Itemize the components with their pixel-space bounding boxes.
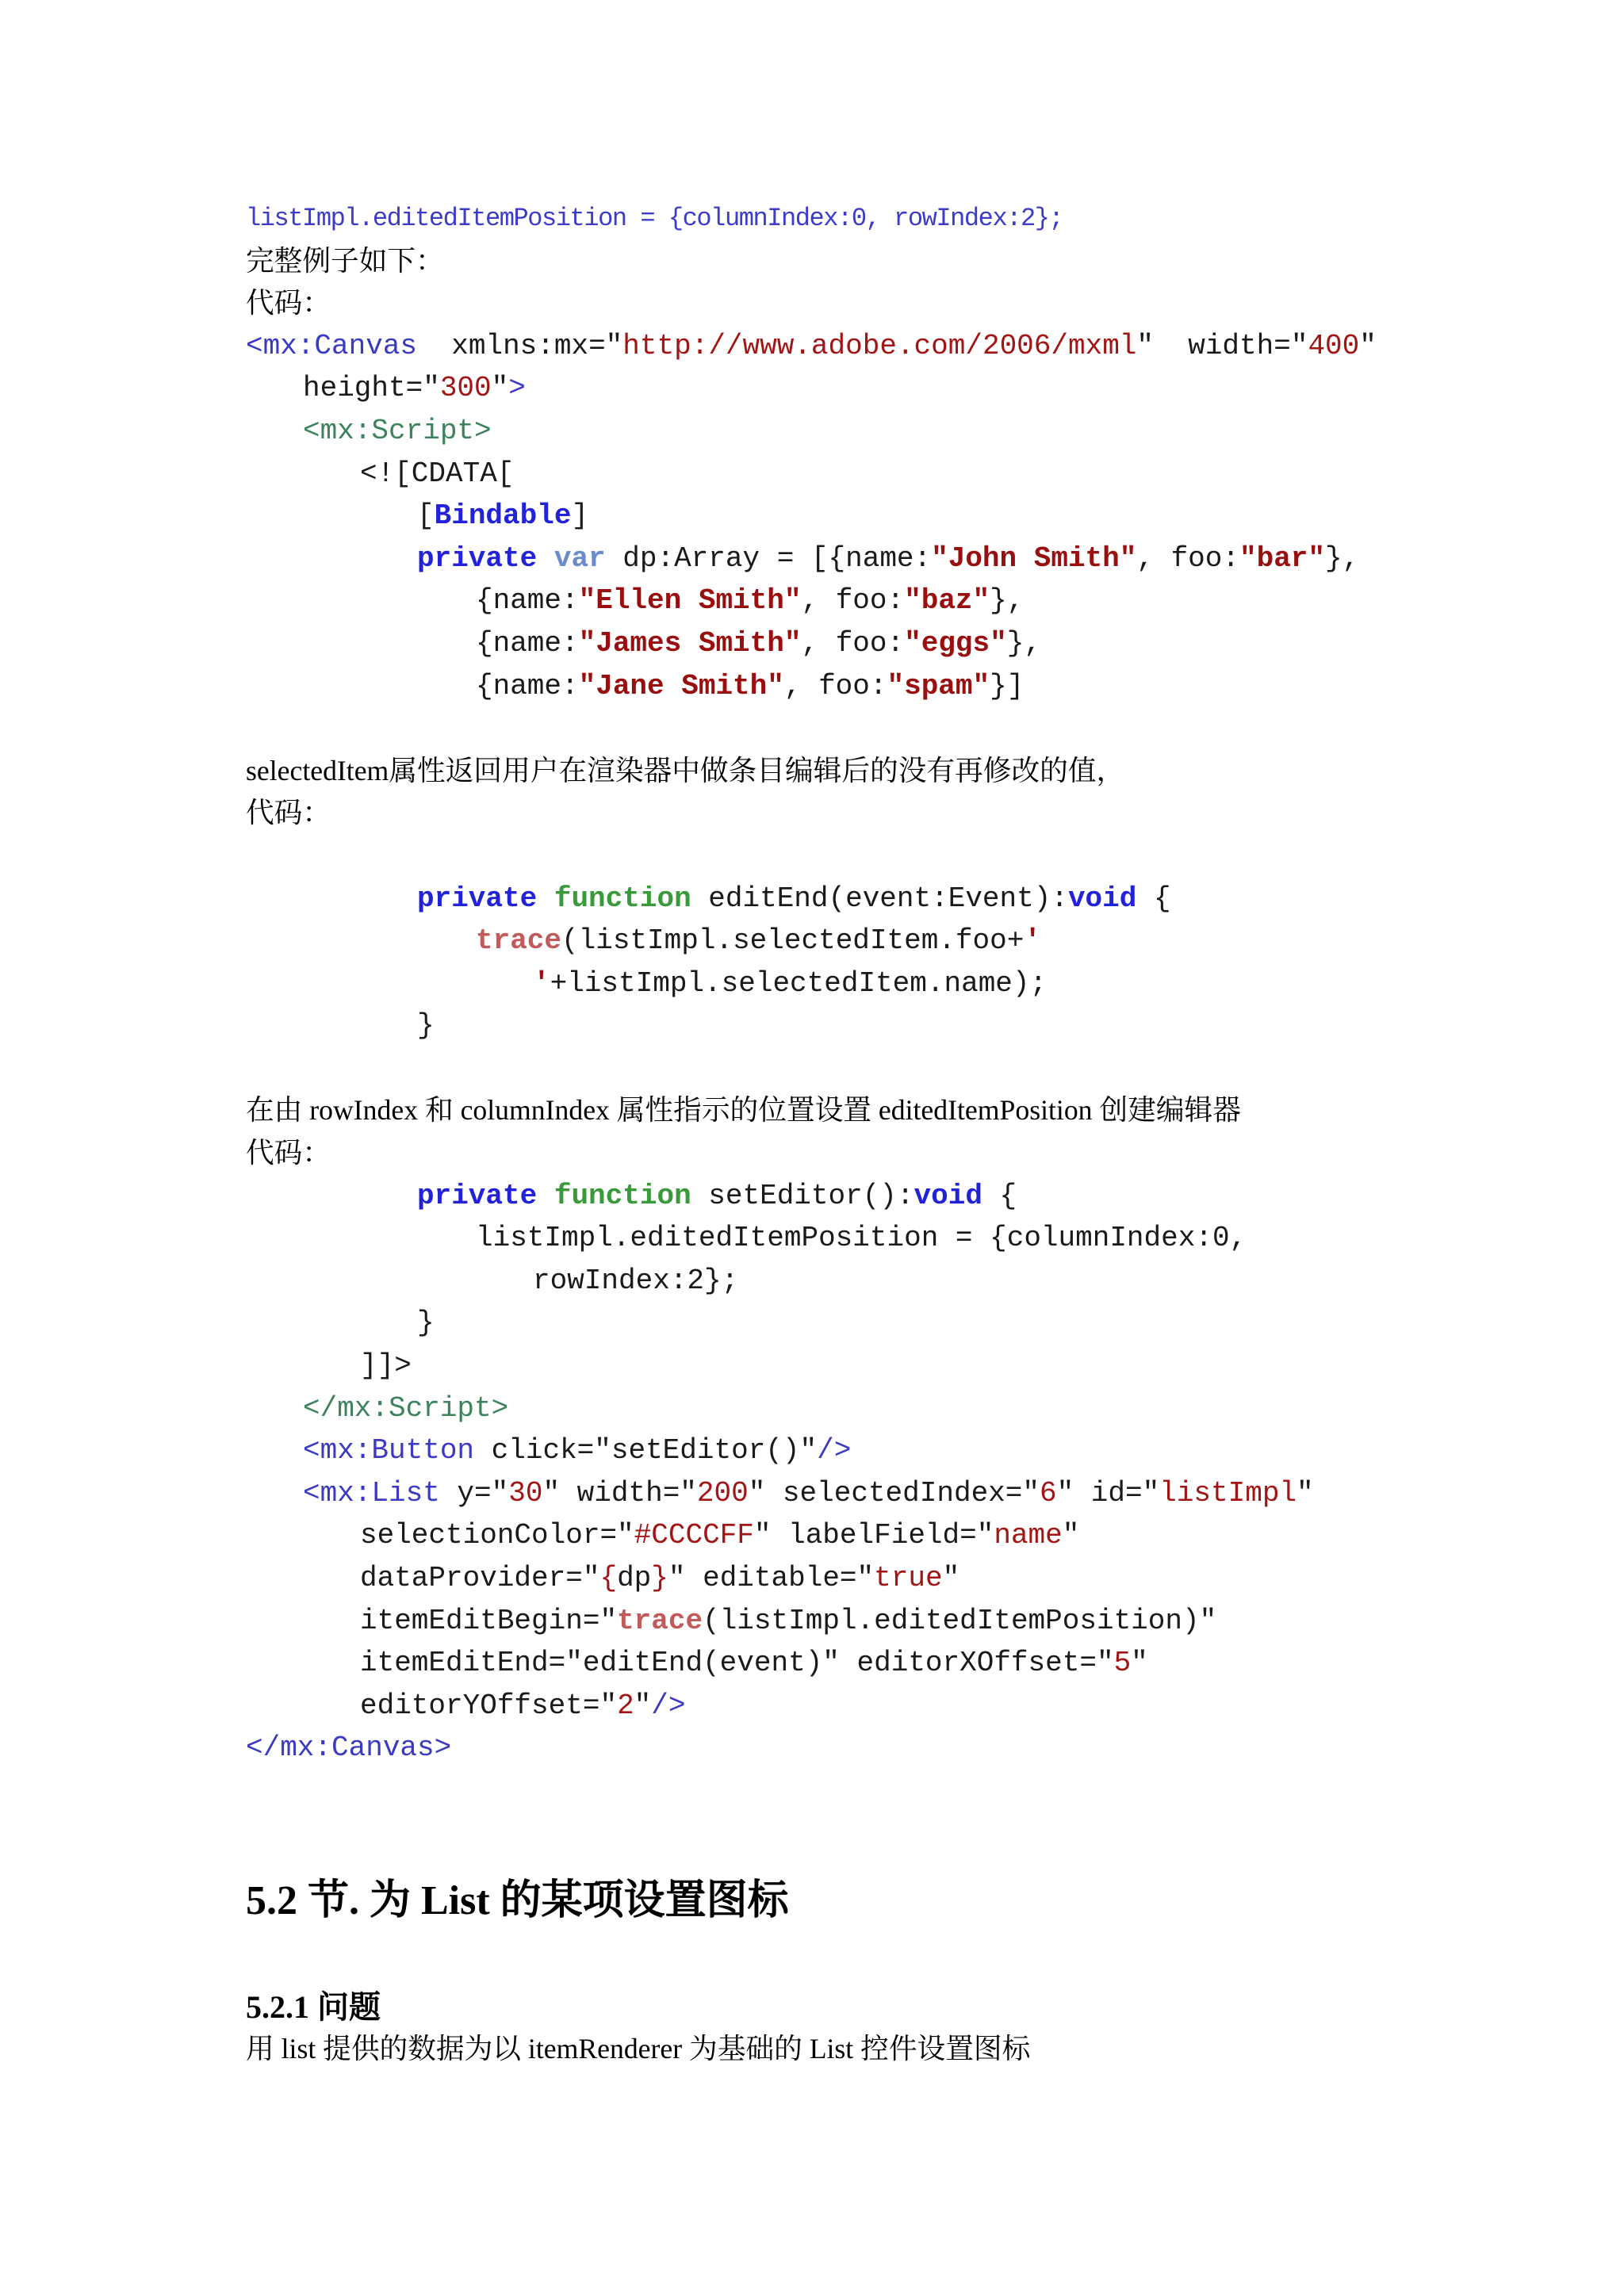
code-line xyxy=(246,878,1594,920)
code-line xyxy=(246,962,1594,1005)
mxml-tag: /> xyxy=(817,1434,852,1468)
code-line xyxy=(246,1685,1594,1728)
code-text: " width=" xyxy=(1136,329,1308,362)
keyword: private xyxy=(417,882,538,915)
code-line xyxy=(246,1387,1594,1430)
string-literal: "Jane Smith" xyxy=(578,669,784,702)
code-line xyxy=(246,1260,1594,1303)
code-line xyxy=(246,1642,1594,1685)
code-text: " xyxy=(942,1562,960,1594)
paragraph-edited-position: 在由 rowIndex 和 columnIndex 属性指示的位置设置 editedItemPosition 创建编辑器 xyxy=(246,1094,1241,1127)
code-text: height=" xyxy=(303,372,440,405)
keyword: private xyxy=(417,541,538,575)
mxml-tag: <mx:Canvas xyxy=(246,329,418,362)
code-text xyxy=(537,538,554,580)
code-text: }, xyxy=(1006,626,1041,660)
string-literal: ' xyxy=(533,966,550,1000)
page-body xyxy=(246,197,1594,1770)
attribute-value: 300 xyxy=(439,372,492,405)
mxml-tag: > xyxy=(508,372,526,405)
code-text: click="setEditor()" xyxy=(474,1434,818,1468)
code-text: " labelField=" xyxy=(753,1519,994,1552)
code-text: y=" xyxy=(439,1476,509,1510)
code-text: " xyxy=(1131,1647,1148,1680)
code-line xyxy=(246,1302,1594,1345)
code-text: , foo: xyxy=(801,584,905,618)
attribute-value: #CCCCFF xyxy=(634,1519,754,1552)
mxml-tag: /> xyxy=(651,1689,686,1722)
code-text: { xyxy=(1136,882,1171,915)
code-text: selectionColor=" xyxy=(360,1519,634,1552)
code-text: }] xyxy=(990,669,1025,702)
code-text: ] xyxy=(571,499,589,533)
string-literal: "eggs" xyxy=(904,626,1007,660)
code-text: (listImpl.selectedItem.foo+ xyxy=(561,924,1025,958)
attribute-value: { xyxy=(599,1562,618,1594)
code-text: [ xyxy=(417,499,435,533)
code-text: " selectedIndex=" xyxy=(748,1476,1040,1510)
inline-code-line: listImpl.editedItemPosition = {columnIndex:0, rowIndex:2}; xyxy=(246,204,1063,233)
attribute-value: 5 xyxy=(1113,1647,1132,1680)
code-line xyxy=(246,622,1594,665)
code-line xyxy=(246,920,1594,962)
code-line xyxy=(246,325,1594,368)
code-line xyxy=(246,1727,1594,1770)
code-line xyxy=(246,1600,1594,1643)
trace-call: trace xyxy=(617,1604,703,1637)
code-text: setEditor(): xyxy=(691,1179,914,1212)
code-text: xmlns:mx=" xyxy=(417,329,623,362)
blank-line xyxy=(246,1047,1594,1090)
code-line xyxy=(246,1217,1594,1260)
code-text: " xyxy=(1062,1519,1080,1552)
code-text xyxy=(537,1175,554,1218)
mxml-tag: <mx:Button xyxy=(303,1434,475,1468)
script-tag: </mx:Script> xyxy=(303,1391,509,1425)
code-text: <![CDATA[ xyxy=(360,457,515,490)
code-text: ]]> xyxy=(360,1349,412,1383)
code-line xyxy=(246,1514,1594,1557)
code-label: 代码： xyxy=(246,287,331,320)
code-line xyxy=(246,453,1594,496)
paragraph-selected-item: selectedItem属性返回用户在渲染器中做条目编辑后的没有再修改的值， xyxy=(246,754,1125,786)
section-heading: 5.2 节. 为 List 的某项设置图标 xyxy=(246,1878,789,1923)
code-text: {name: xyxy=(476,626,579,660)
keyword: void xyxy=(914,1179,982,1212)
paragraph-full-example: 完整例子如下： xyxy=(246,244,444,277)
code-text: rowIndex:2}; xyxy=(533,1264,739,1297)
blank-line xyxy=(246,707,1594,750)
code-line xyxy=(246,1175,1594,1218)
code-text: editEnd(event:Event): xyxy=(691,882,1068,915)
code-text: { xyxy=(982,1179,1017,1212)
attribute-value: 6 xyxy=(1039,1476,1057,1510)
code-text: itemEditBegin=" xyxy=(360,1604,618,1637)
code-text: , foo: xyxy=(1136,541,1239,575)
blank-line xyxy=(246,835,1594,878)
code-text: " id=" xyxy=(1056,1476,1160,1510)
attribute-value: 200 xyxy=(696,1476,749,1510)
string-literal: "Ellen Smith" xyxy=(578,584,802,618)
code-line xyxy=(246,1345,1594,1387)
attribute-value: http://www.adobe.com/2006/mxml xyxy=(622,329,1137,362)
code-label: 代码： xyxy=(246,1137,331,1169)
code-line xyxy=(246,410,1594,453)
attribute-value: name xyxy=(994,1519,1063,1552)
keyword-var: var xyxy=(553,541,606,575)
attribute-value: } xyxy=(651,1562,668,1594)
attribute-value: 400 xyxy=(1308,329,1360,362)
code-text: } xyxy=(417,1307,435,1340)
code-line xyxy=(246,1004,1594,1047)
keyword: void xyxy=(1067,882,1137,915)
code-text: listImpl.editedItemPosition = {columnIndex:0, xyxy=(476,1222,1247,1255)
mxml-tag: </mx:Canvas> xyxy=(246,1732,452,1765)
code-line xyxy=(246,580,1594,622)
code-text: itemEditEnd="editEnd(event)" editorXOffset=" xyxy=(360,1647,1114,1680)
code-line xyxy=(246,367,1594,410)
string-literal: "spam" xyxy=(887,669,990,702)
problem-paragraph: 用 list 提供的数据为以 itemRenderer 为基础的 List 控件设置图标 xyxy=(246,2033,1031,2064)
mxml-tag: <mx:List xyxy=(303,1476,440,1510)
code-text: , foo: xyxy=(801,626,905,660)
code-text: (listImpl.editedItemPosition)" xyxy=(703,1604,1217,1637)
subsection-heading: 5.2.1 问题 xyxy=(246,1989,381,2025)
code-text: " xyxy=(491,372,509,405)
code-text: } xyxy=(417,1009,435,1043)
string-literal: "James Smith" xyxy=(578,626,802,660)
code-text: " width=" xyxy=(542,1476,697,1510)
keyword: private xyxy=(417,1179,538,1212)
attribute-value: 2 xyxy=(617,1689,634,1722)
keyword-function: function xyxy=(553,882,691,915)
attribute-value: listImpl xyxy=(1159,1476,1297,1510)
code-text: dp xyxy=(617,1562,652,1594)
string-literal: "bar" xyxy=(1239,541,1326,575)
code-text: editorYOffset=" xyxy=(360,1689,618,1722)
code-line xyxy=(246,1472,1594,1515)
string-literal: ' xyxy=(1024,924,1041,958)
code-line xyxy=(246,1429,1594,1472)
code-text: dataProvider=" xyxy=(360,1562,600,1594)
code-text: dp:Array = [{name: xyxy=(605,541,932,575)
code-line xyxy=(246,665,1594,708)
code-text: +listImpl.selectedItem.name); xyxy=(550,966,1048,1000)
string-literal: "John Smith" xyxy=(931,541,1137,575)
code-line xyxy=(246,538,1594,580)
code-text: " editable=" xyxy=(668,1562,875,1594)
code-text: " xyxy=(1359,329,1377,362)
trace-call: trace xyxy=(476,924,562,958)
code-label: 代码： xyxy=(246,797,331,829)
string-literal: "baz" xyxy=(904,584,990,618)
code-line xyxy=(246,1557,1594,1600)
code-text: }, xyxy=(1325,541,1360,575)
code-text xyxy=(537,878,554,920)
code-text: }, xyxy=(990,584,1025,618)
attribute-value: true xyxy=(874,1562,943,1594)
code-text: " xyxy=(1297,1476,1314,1510)
code-line xyxy=(246,495,1594,538)
code-text: {name: xyxy=(476,669,579,702)
attribute-value: 30 xyxy=(508,1476,543,1510)
keyword: Bindable xyxy=(434,499,572,533)
code-text: , foo: xyxy=(783,669,887,702)
code-text: " xyxy=(634,1689,652,1722)
code-text: {name: xyxy=(476,584,579,618)
keyword-function: function xyxy=(553,1179,691,1212)
script-tag: <mx:Script> xyxy=(303,414,492,447)
